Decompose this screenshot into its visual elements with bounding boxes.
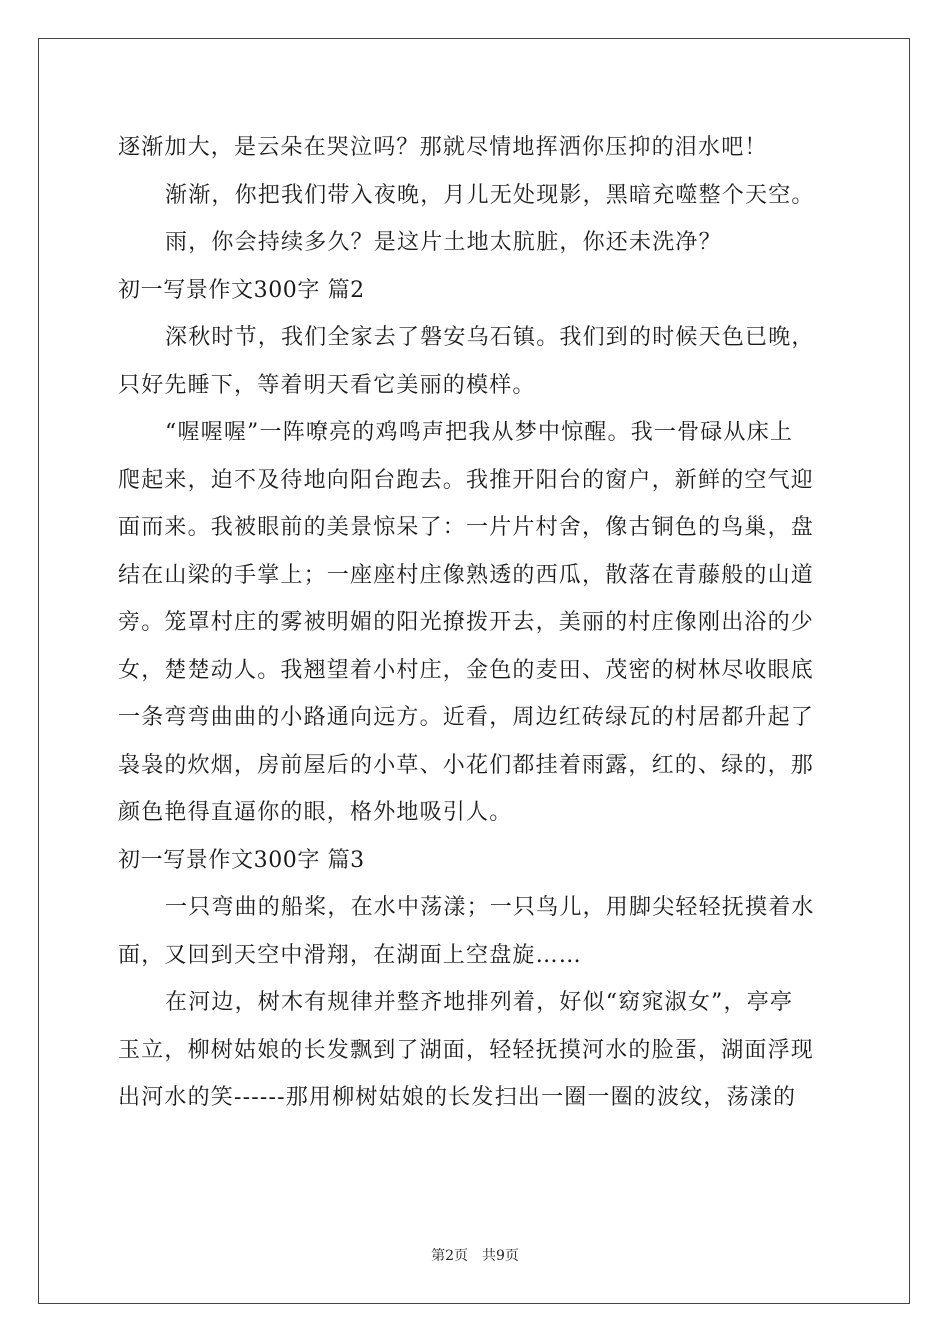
text-line: 结在山梁的手掌上；一座座村庄像熟透的西瓜，散落在青藤般的山道: [118, 562, 815, 588]
text-line: 在河边，树木有规律并整齐地排列着，好似“窈窕淑女”，亭亭: [165, 990, 794, 1015]
text-line: 女，楚楚动人。我翘望着小村庄，金色的麦田、茂密的树林尽收眼底: [118, 657, 815, 683]
text-line: 袅袅的炊烟，房前屋后的小草、小花们都挂着雨露，红的、绿的，那: [118, 752, 815, 778]
text-line: “喔喔喔”一阵嘹亮的鸡鸣声把我从梦中惊醒。我一骨碌从床上: [165, 420, 794, 445]
text-line: 面而来。我被眼前的美景惊呆了：一片片村舍，像古铜色的鸟巢，盘: [118, 515, 815, 540]
text-line: 渐渐，你把我们带入夜晚，月儿无处现影，黑暗充噬整个天空。: [165, 182, 815, 208]
current-page-label: 第2页: [431, 1248, 468, 1264]
text-line: 爬起来，迫不及待地向阳台跑去。我推开阳台的窗户，新鲜的空气迎: [118, 467, 815, 493]
section-heading: 初一写景作文300字 篇3: [118, 847, 365, 873]
text-line: 面，又回到天空中滑翔，在湖面上空盘旋……: [118, 942, 583, 968]
document-body: [118, 124, 834, 1122]
text-line: 逐渐加大，是云朵在哭泣吗？那就尽情地挥洒你压抑的泪水吧！: [118, 135, 768, 160]
text-line: 玉立，柳树姑娘的长发飘到了湖面，轻轻抚摸河水的脸蛋，湖面浮现: [118, 1037, 815, 1063]
text-line: 一条弯弯曲曲的小路通向远方。近看，周边红砖绿瓦的村居都升起了: [118, 705, 815, 730]
page-footer: [0, 1245, 950, 1265]
total-pages-label: 共9页: [482, 1248, 519, 1264]
text-line: 旁。笼罩村庄的雾被明媚的阳光撩拨开去，美丽的村庄像刚出浴的少: [118, 610, 815, 635]
text-line: 只好先睡下，等着明天看它美丽的模样。: [118, 372, 536, 398]
text-line: 出河水的笑------那用柳树姑娘的长发扫出一圈一圈的波纹，荡漾的: [118, 1085, 797, 1110]
text-line: 深秋时节，我们全家去了磐安乌石镇。我们到的时候天色已晚，: [165, 325, 815, 350]
text-line: 颜色艳得直逼你的眼，格外地吸引人。: [118, 800, 513, 825]
section-heading: 初一写景作文300字 篇2: [118, 277, 365, 303]
text-line: 雨，你会持续多久？是这片土地太肮脏，你还未洗净？: [165, 230, 722, 255]
text-line: 一只弯曲的船桨，在水中荡漾；一只鸟儿，用脚尖轻轻抚摸着水: [165, 895, 815, 920]
